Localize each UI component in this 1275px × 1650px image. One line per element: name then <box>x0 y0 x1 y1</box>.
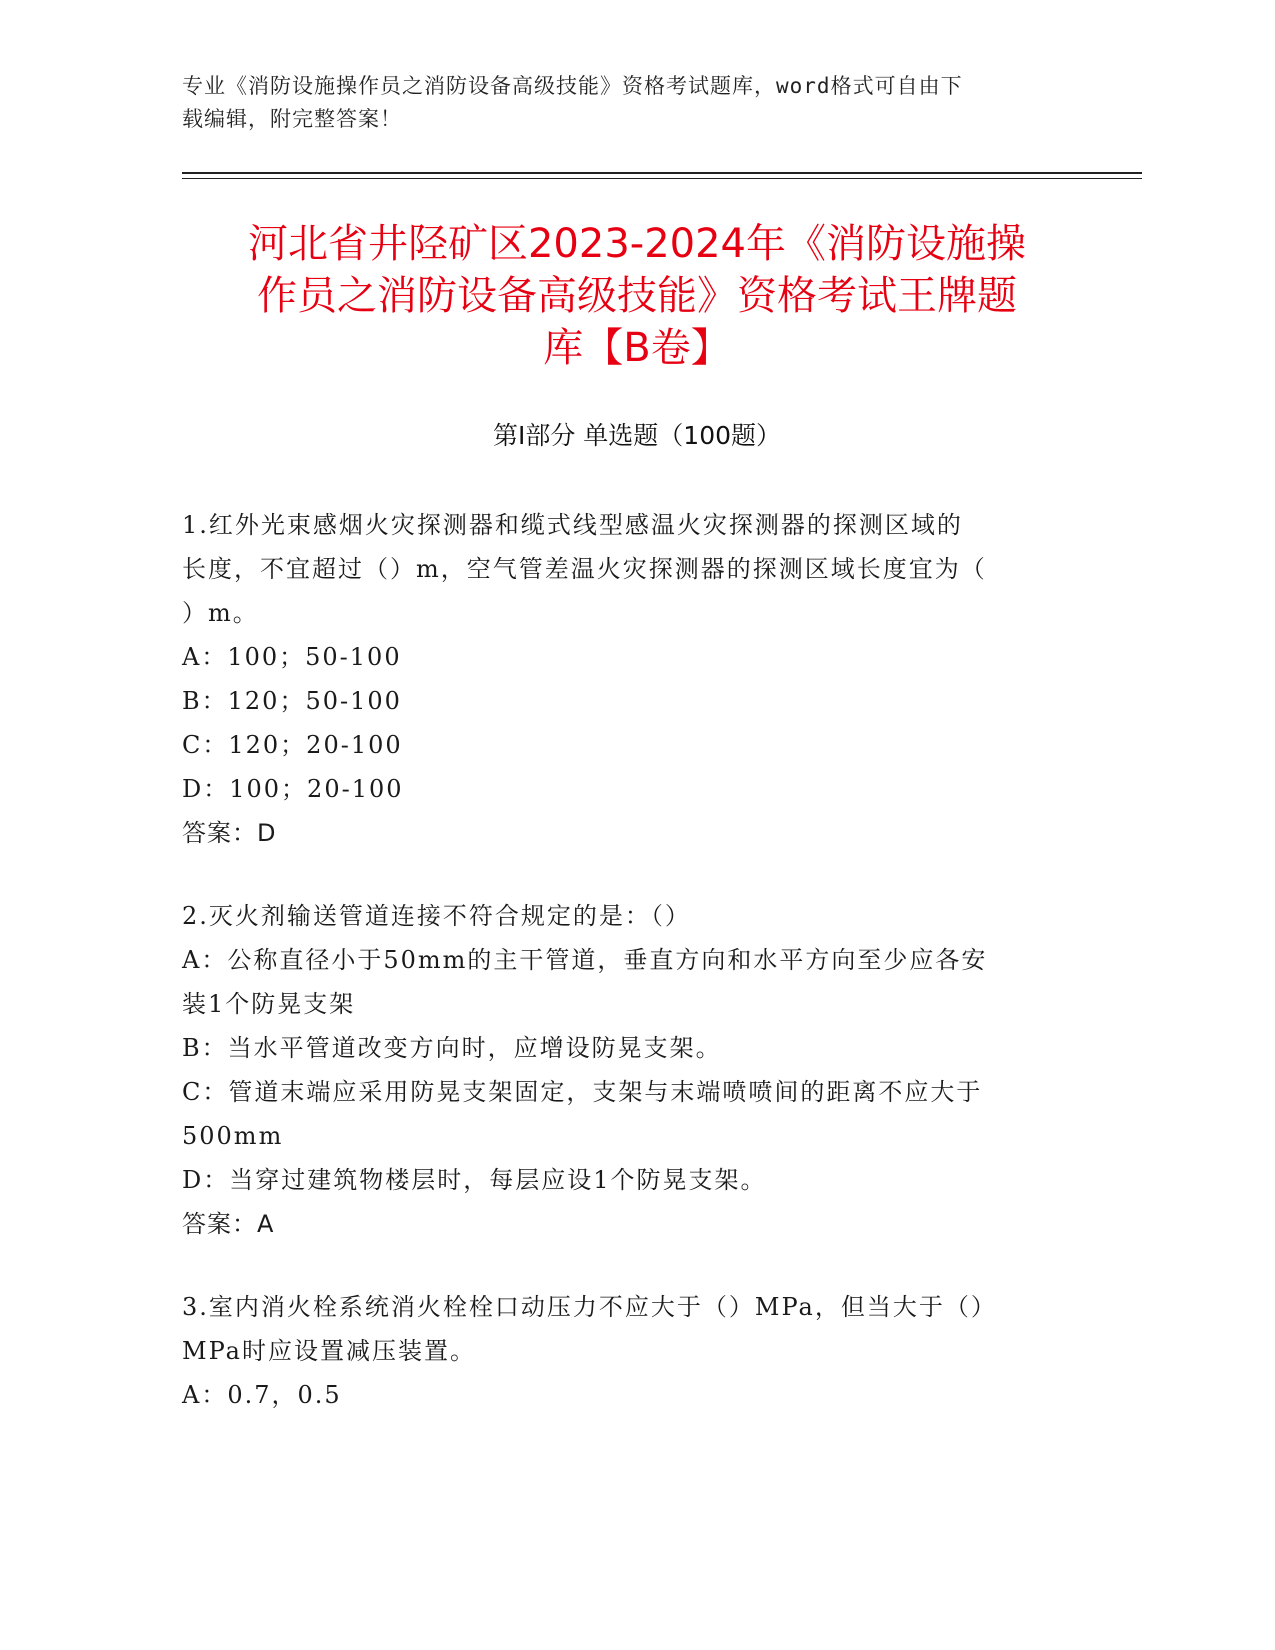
document-title <box>182 218 1092 374</box>
question-2 <box>182 894 1062 1246</box>
title-line: 作员之消防设备高级技能》资格考试王牌题 <box>257 273 1017 319</box>
option-c: C：管道末端应采用防晃支架固定，支架与末端喷喷间的距离不应大于 <box>182 1078 983 1106</box>
question-stem: 3.室内消火栓系统消火栓栓口动压力不应大于（）MPa，但当大于（） <box>182 1293 997 1321</box>
answer-line: 答案：D <box>182 819 277 847</box>
question-3 <box>182 1285 1062 1417</box>
question-stem: 2.灭火剂输送管道连接不符合规定的是：（） <box>182 902 691 930</box>
answer-line: 答案：A <box>182 1210 275 1238</box>
option-c: C：120；20-100 <box>182 731 403 759</box>
question-stem: 1.红外光束感烟火灾探测器和缆式线型感温火灾探测器的探测区域的 <box>182 511 963 539</box>
option-d: D：100；20-100 <box>182 775 404 803</box>
header-divider <box>182 172 1142 174</box>
option-d: D：当穿过建筑物楼层时，每层应设1个防晃支架。 <box>182 1166 767 1194</box>
question-stem: MPa时应设置减压装置。 <box>182 1337 476 1365</box>
title-line: 河北省井陉矿区2023-2024年《消防设施操 <box>247 221 1027 267</box>
option-b: B：120；50-100 <box>182 687 402 715</box>
option-a: A：0.7，0.5 <box>182 1381 342 1409</box>
option-b: B：当水平管道改变方向时，应增设防晃支架。 <box>182 1034 722 1062</box>
header-note <box>182 70 1062 136</box>
option-a-continued: 装1个防晃支架 <box>182 990 356 1018</box>
option-a: A：公称直径小于50mm的主干管道，垂直方向和水平方向至少应各安 <box>182 946 988 974</box>
header-note-line: 专业《消防设施操作员之消防设备高级技能》资格考试题库，word格式可自由下 <box>182 74 963 98</box>
question-stem: ）m。 <box>182 599 259 627</box>
option-c-continued: 500mm <box>182 1122 284 1150</box>
question-1 <box>182 503 1062 855</box>
option-a: A：100；50-100 <box>182 643 402 671</box>
title-line: 库【B卷】 <box>543 325 731 371</box>
header-note-line: 载编辑，附完整答案！ <box>182 107 402 131</box>
section-title: 第Ⅰ部分 单选题（100题） <box>492 421 782 450</box>
header-divider <box>182 178 1142 179</box>
question-stem: 长度，不宜超过（）m，空气管差温火灾探测器的探测区域长度宜为（ <box>182 555 987 583</box>
